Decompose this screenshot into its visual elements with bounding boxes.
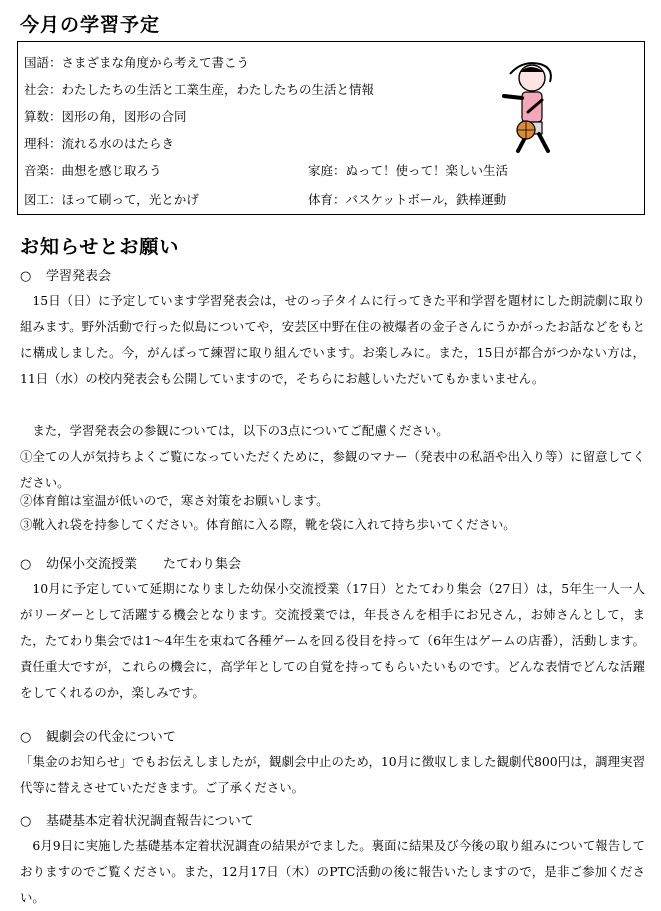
schedule-row: 音楽：曲想を感じ取ろう	[24, 163, 162, 178]
paragraph: 6月9日に実施した基礎基本定着状況調査の結果がでました。裏面に結果及び今後の取り組みについて報告しておりますのでご覧ください。また，12月17日（木）のPTC活動の後に報告いたしますので，是非ご参加ください。	[20, 838, 645, 905]
list-item: ①全ての人が気持ちよくご覧になっていただくために，参観のマナー（発表中の私語や出入り等）に留意してください。	[20, 449, 645, 490]
schedule-row: 家庭：ぬって！使って！楽しい生活	[308, 163, 509, 178]
section-heading-theater	[20, 726, 176, 745]
notices-title: お知らせとお願い	[20, 236, 180, 258]
schedule-row: 図工：ほって刷って，光とかげ	[24, 192, 199, 207]
paragraph: 10月に予定していて延期になりました幼保小交流授業（17日）とたてわり集会（27日）は，5年生一人一人がリーダーとして活躍する機会となります。交流授業では，年長さんを相手にお兄さん，お姉さんとして，また，たてわり集会では1～4年生を束ねて各種ゲームを回る役目を持って（6年生はゲームの店番），活動します。責任重大ですが，これらの機会に，高学年としての自覚を持ってもらいたいものです。どんな表情でどんな活躍をしてくれるのか，楽しみです。	[20, 581, 645, 700]
section-heading-presentation	[20, 265, 111, 284]
section-title: 基礎基本定着状況調査報告について	[46, 814, 254, 829]
circle-mark: ○	[20, 269, 32, 284]
circle-mark: ○	[20, 730, 32, 745]
schedule-row: 国語：さまざまな角度から考えて書こう	[24, 55, 250, 70]
section-title: 学習発表会	[46, 269, 112, 284]
list-item: ③靴入れ袋を持参してください。体育館に入る際，靴を袋に入れて持ち歩いてください。	[20, 517, 516, 532]
section-heading-survey	[20, 810, 254, 829]
paragraph: 「集金のお知らせ」でもお伝えしましたが，観劇会中止のため，10月に徴収しました観劇代800円は，調理実習代等に替えさせていただきます。ご了承ください。	[20, 754, 645, 795]
section-title: 観劇会の代金について	[46, 730, 176, 745]
schedule-row: 体育：バスケットボール，鉄棒運動	[308, 192, 507, 207]
circle-mark: ○	[20, 814, 32, 829]
schedule-row: 算数：図形の角，図形の合同	[24, 109, 187, 124]
paragraph: 15日（日）に予定しています学習発表会は，せのっ子タイムに行ってきた平和学習を題材にした朗読劇に取り組みます。野外活動で行った似島についてや，安芸区中野在住の被爆者の金子さんにうかがったお話などをもとに構成しました。今，がんばって練習に取り組んでいます。お楽しみに。また，15日が都合がつかない方は，11日（水）の校内発表会も公開していますので，そちらにお越しいただいてもかまいません。	[20, 293, 645, 386]
schedule-row: 理科：流れる水のはたらき	[24, 136, 175, 151]
section-heading-exchange	[20, 553, 241, 572]
section-title: 幼保小交流授業 たてわり集会	[46, 557, 242, 572]
schedule-title: 今月の学習予定	[20, 14, 161, 36]
circle-mark: ○	[20, 557, 32, 572]
basketball-girl-illustration	[500, 56, 570, 156]
list-item: ②体育館は室温が低いので，寒さ対策をお願いします。	[20, 493, 329, 508]
schedule-row: 社会：わたしたちの生活と工業生産，わたしたちの生活と情報	[24, 82, 375, 97]
paragraph: また，学習発表会の参観については，以下の3点についてご配慮ください。	[32, 423, 449, 438]
